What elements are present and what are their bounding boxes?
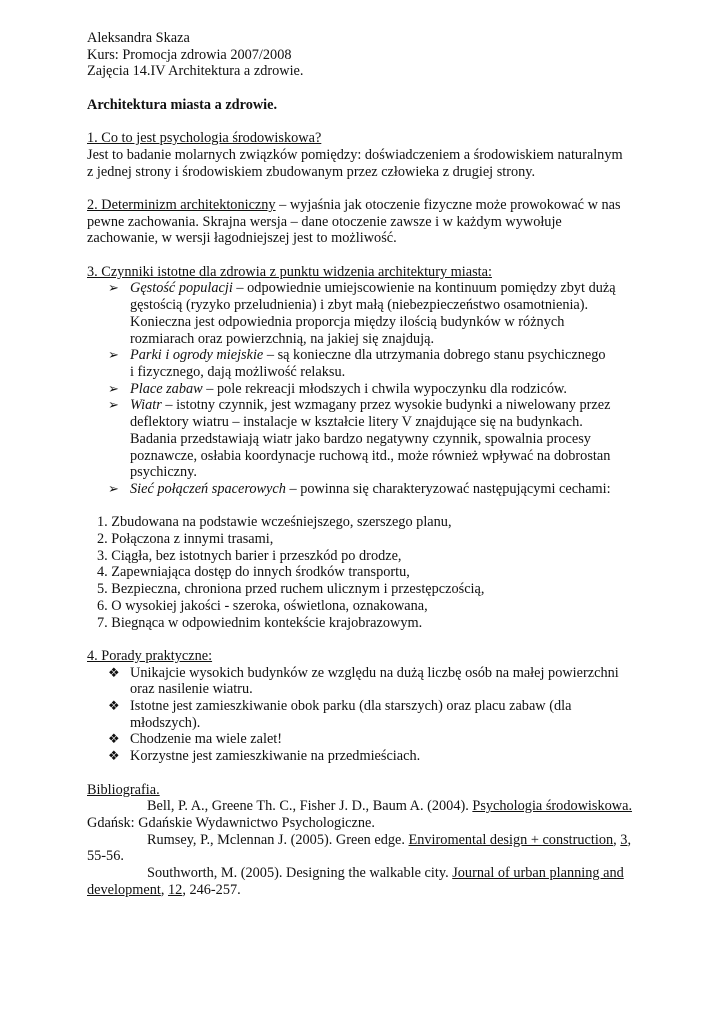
bibliography-entry-cont — [87, 882, 647, 899]
bib-separator: , — [160, 881, 169, 898]
numbered-item: 7. Biegnąca w odpowiednim kontekście krajobrazowym. — [97, 614, 423, 631]
advice-text: Chodzenie ma wiele zalet! — [130, 731, 283, 748]
bib-volume: 12 — [168, 881, 183, 898]
arrow-bullet-icon: ➢ — [108, 347, 119, 363]
bib-authors: Bell, P. A., Greene Th. C., Fisher J. D., Baum A. (2004). — [147, 798, 473, 815]
bibliography-entry-cont: Gdańsk: Gdańskie Wydawnictwo Psychologiczne. — [87, 814, 375, 831]
bib-separator: , — [627, 831, 632, 848]
bib-authors: Southworth, M. (2005). Designing the walkable city. — [147, 865, 453, 882]
section2-paragraph — [87, 197, 647, 214]
factor-term: Sieć połączeń spacerowych — [130, 480, 286, 497]
section2-text: zachowanie, w wersji łagodniejszej jest to możliwość. — [87, 230, 397, 247]
factor-text: – odpowiednie umiejscowienie na kontinuum pomiędzy zbyt dużą — [232, 280, 616, 297]
section1-heading: 1. Co to jest psychologia środowiskowa? — [87, 130, 322, 147]
bib-journal: development — [87, 881, 161, 898]
bibliography-heading: Bibliografia. — [87, 781, 160, 798]
factor-text: i fizycznego, dają możliwość relaksu. — [130, 364, 346, 380]
factor-term: Parki i ogrody miejskie — [130, 347, 264, 364]
factor-term: Place zabaw — [130, 380, 203, 397]
advice-text: Korzystne jest zamieszkiwanie na przedmieściach. — [130, 748, 421, 765]
diamond-bullet-icon: ❖ — [108, 664, 120, 680]
advice-text: młodszych). — [130, 714, 201, 731]
bib-authors: Rumsey, P., Mclennan J. (2005). Green edge. — [147, 831, 409, 848]
bibliography-entry-cont: 55-56. — [87, 848, 124, 865]
advice-bullet — [87, 731, 647, 748]
factor-bullet — [87, 481, 647, 498]
numbered-item: 1. Zbudowana na podstawie wcześniejszego, szerszego planu, — [97, 514, 452, 531]
bib-journal: Enviromental design + construction — [408, 831, 614, 848]
advice-bullet — [87, 748, 647, 765]
factor-text: gęstością (ryzyko przeludnienia) i zbyt małą (niebezpieczeństwo osamotnienia). — [130, 297, 589, 314]
factor-text: – powinna się charakteryzować następującymi cechami: — [285, 480, 611, 497]
document-page — [87, 30, 647, 898]
advice-text: oraz nasilenie wiatru. — [130, 681, 253, 698]
arrow-bullet-icon: ➢ — [108, 280, 119, 296]
section2-text: – wyjaśnia jak otoczenie fizyczne może prowokować w nas — [275, 196, 621, 213]
factor-text: psychiczny. — [130, 464, 197, 481]
factor-bullet — [87, 280, 647, 347]
numbered-item: 4. Zapewniająca dostęp do innych środków transportu, — [97, 564, 410, 581]
numbered-item: 3. Ciągła, bez istotnych barier i przeszkód po drodze, — [97, 547, 402, 564]
numbered-item: 5. Bezpieczna, chroniona przed ruchem ulicznym i przestępczością, — [97, 581, 485, 598]
factor-text: – pole rekreacji młodszych i chwila wypoczynku dla rodziców. — [202, 380, 567, 397]
numbered-item: 2. Połączona z innymi trasami, — [97, 531, 274, 548]
numbered-item: 6. O wysokiej jakości - szeroka, oświetlona, oznakowana, — [97, 597, 428, 614]
arrow-bullet-icon: ➢ — [108, 480, 119, 496]
arrow-bullet-icon: ➢ — [108, 380, 119, 396]
factor-bullet — [87, 381, 647, 398]
factor-text: Konieczna jest odpowiednia proporcja między ilością budynków w różnych — [130, 313, 565, 330]
bib-title: Psychologia środowiskowa. — [472, 798, 633, 815]
course-line: Kurs: Promocja zdrowia 2007/2008 — [87, 46, 292, 63]
class-line: Zajęcia 14.IV Architektura a zdrowie. — [87, 63, 304, 80]
bib-pages: , 246-257. — [182, 881, 241, 898]
diamond-bullet-icon: ❖ — [108, 698, 120, 714]
bibliography-entry — [87, 865, 647, 882]
arrow-bullet-icon: ➢ — [108, 397, 119, 413]
factor-term: Gęstość populacji — [130, 280, 233, 297]
factor-text: deflektory wiatru – instalacje w kształcie litery V znajdujące się na budynkach. — [130, 414, 583, 431]
bib-separator: , — [613, 831, 621, 848]
bib-volume: 3 — [620, 831, 628, 848]
diamond-bullet-icon: ❖ — [108, 748, 120, 764]
author-name: Aleksandra Skaza — [87, 30, 190, 46]
factor-text: poznawcze, osłabia koordynacje ruchową itd., może również wpływać na dobrostan — [130, 447, 611, 464]
section1-text: Jest to badanie molarnych związków pomiędzy: doświadczeniem a środowiskiem naturalnym — [87, 146, 623, 163]
advice-text: Unikajcie wysokich budynków ze względu na dużą liczbę osób na małej powierzchni — [130, 664, 619, 681]
factor-text: Badania przedstawiają wiatr jako bardzo negatywny czynnik, spowalnia procesy — [130, 430, 591, 447]
section1-text: z jednej strony i środowiskiem zbudowanym przez człowieka z drugiej strony. — [87, 163, 536, 180]
factor-term: Wiatr — [130, 397, 162, 414]
bib-journal: Journal of urban planning and — [452, 865, 624, 882]
section2-text: pewne zachowania. Skrajna wersja – dane otoczenie zawsze i w każdym wywołuje — [87, 213, 562, 230]
bibliography-entry — [87, 798, 647, 815]
section3-heading: 3. Czynniki istotne dla zdrowia z punktu widzenia architektury miasta: — [87, 263, 492, 280]
bibliography-entry — [87, 832, 647, 849]
factor-text: – są konieczne dla utrzymania dobrego stanu psychicznego — [263, 347, 606, 364]
section2-heading: 2. Determinizm architektoniczny — [87, 196, 276, 213]
factor-text: – istotny czynnik, jest wzmagany przez wysokie budynki a niwelowany przez — [161, 397, 611, 414]
advice-bullet — [87, 665, 647, 698]
diamond-bullet-icon: ❖ — [108, 731, 120, 747]
factor-text: rozmiarach oraz powierzchnią, na jakiej się znajdują. — [130, 330, 435, 347]
section4-heading: 4. Porady praktyczne: — [87, 647, 213, 664]
factor-bullet — [87, 347, 647, 380]
advice-bullet — [87, 698, 647, 731]
factor-bullet — [87, 397, 647, 481]
advice-text: Istotne jest zamieszkiwanie obok parku (dla starszych) oraz placu zabaw (dla — [130, 698, 572, 715]
document-title: Architektura miasta a zdrowie. — [87, 96, 278, 113]
